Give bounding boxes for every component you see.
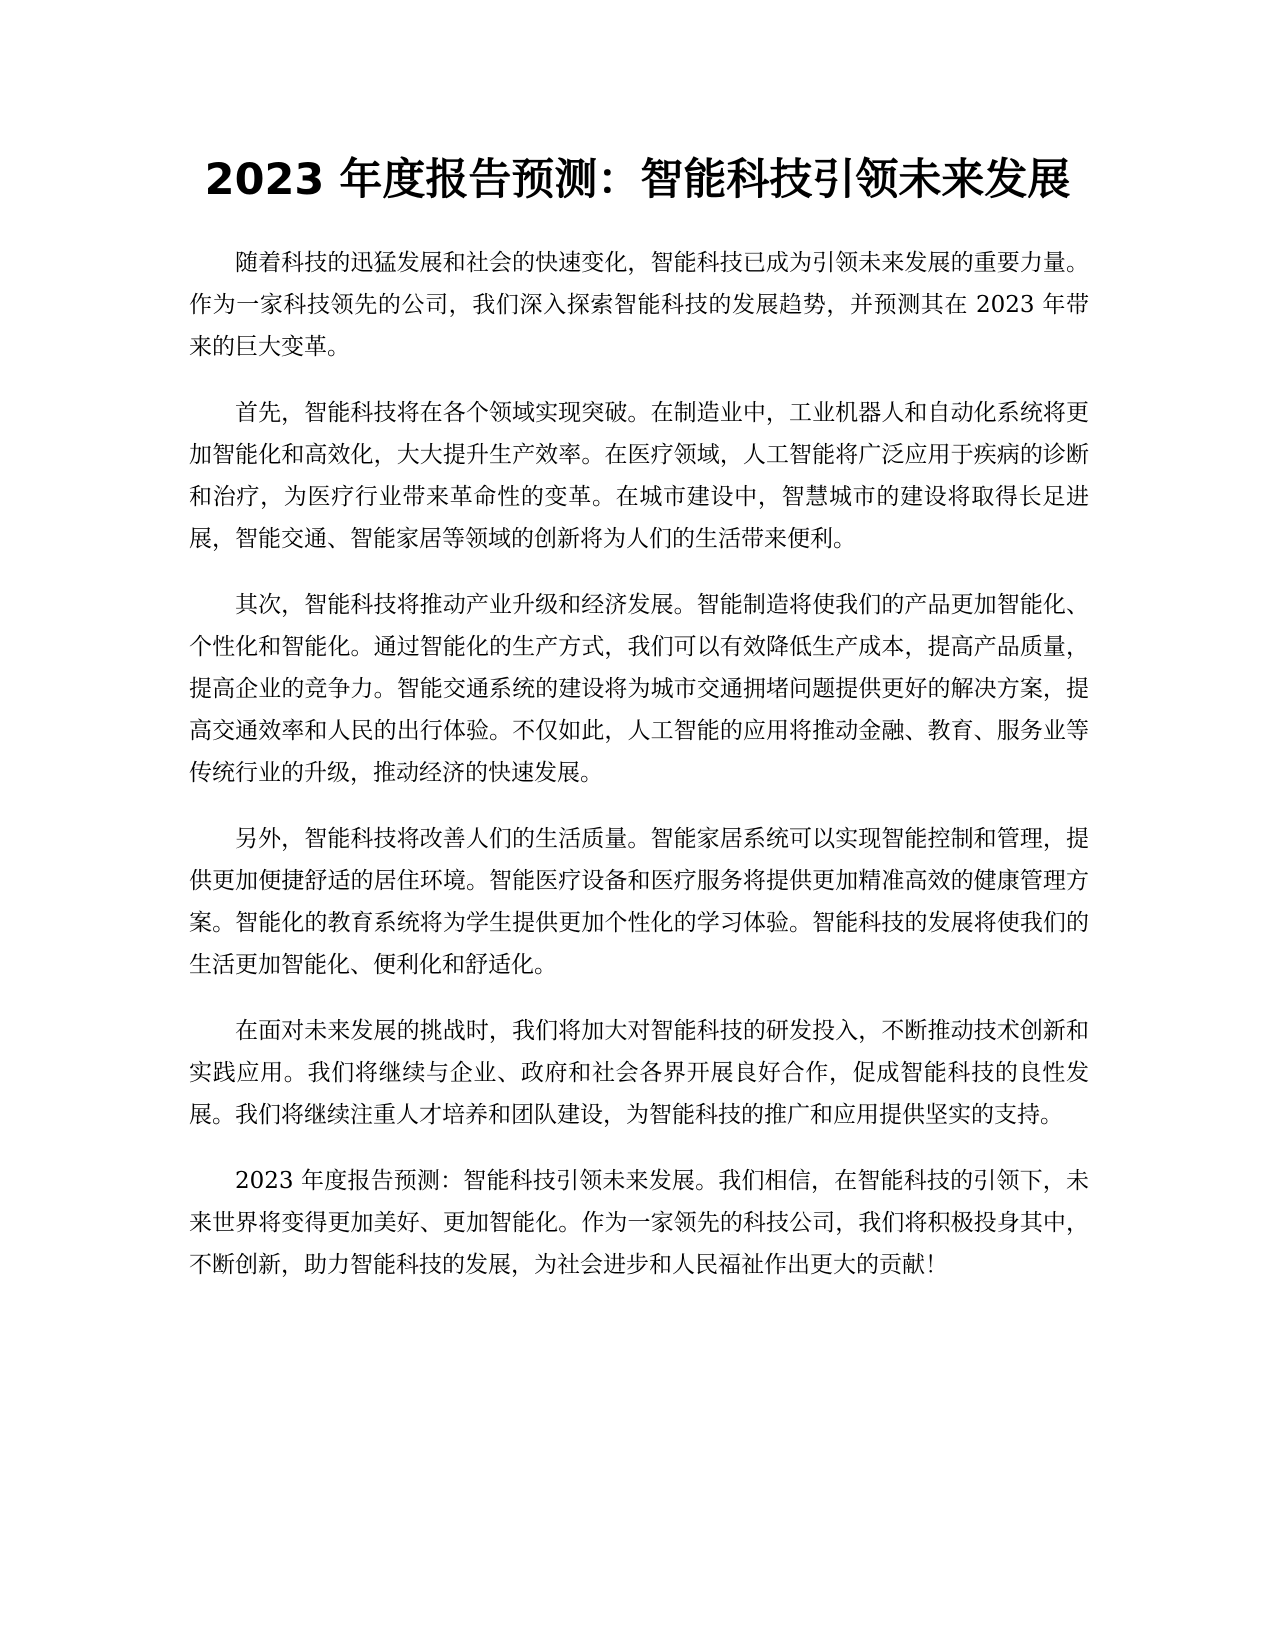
paragraph-intro: 随着科技的迅猛发展和社会的快速变化，智能科技已成为引领未来发展的重要力量。作为一家科技领先的公司，我们深入探索智能科技的发展趋势，并预测其在 2023 年带来的巨大变革。 — [189, 250, 1089, 360]
document-title: 2023 年度报告预测：智能科技引领未来发展 — [204, 155, 1071, 205]
paragraph-quality-of-life: 另外，智能科技将改善人们的生活质量。智能家居系统可以实现智能控制和管理，提供更加便捷舒适的居住环境。智能医疗设备和医疗服务将提供更加精准高效的健康管理方案。智能化的教育系统将为学生提供更加个性化的学习体验。智能科技的发展将使我们的生活更加智能化、便利化和舒适化。 — [189, 826, 1089, 978]
paragraph-challenges: 在面对未来发展的挑战时，我们将加大对智能科技的研发投入，不断推动技术创新和实践应用。我们将继续与企业、政府和社会各界开展良好合作，促成智能科技的良性发展。我们将继续注重人才培养和团队建设，为智能科技的推广和应用提供坚实的支持。 — [189, 1018, 1089, 1128]
paragraph-industry-upgrade: 其次，智能科技将推动产业升级和经济发展。智能制造将使我们的产品更加智能化、个性化和智能化。通过智能化的生产方式，我们可以有效降低生产成本，提高产品质量，提高企业的竞争力。智能交通系统的建设将为城市交通拥堵问题提供更好的解决方案，提高交通效率和人民的出行体验。不仅如此，人工智能的应用将推动金融、教育、服务业等传统行业的升级，推动经济的快速发展。 — [189, 592, 1089, 786]
document-body — [189, 242, 1089, 1310]
paragraph-breakthroughs: 首先，智能科技将在各个领域实现突破。在制造业中，工业机器人和自动化系统将更加智能化和高效化，大大提升生产效率。在医疗领域，人工智能将广泛应用于疾病的诊断和治疗，为医疗行业带来革命性的变革。在城市建设中，智慧城市的建设将取得长足进展，智能交通、智能家居等领域的创新将为人们的生活带来便利。 — [189, 400, 1089, 552]
paragraph-conclusion: 2023 年度报告预测：智能科技引领未来发展。我们相信，在智能科技的引领下，未来世界将变得更加美好、更加智能化。作为一家领先的科技公司，我们将积极投身其中，不断创新，助力智能科技的发展，为社会进步和人民福祉作出更大的贡献！ — [189, 1168, 1089, 1278]
